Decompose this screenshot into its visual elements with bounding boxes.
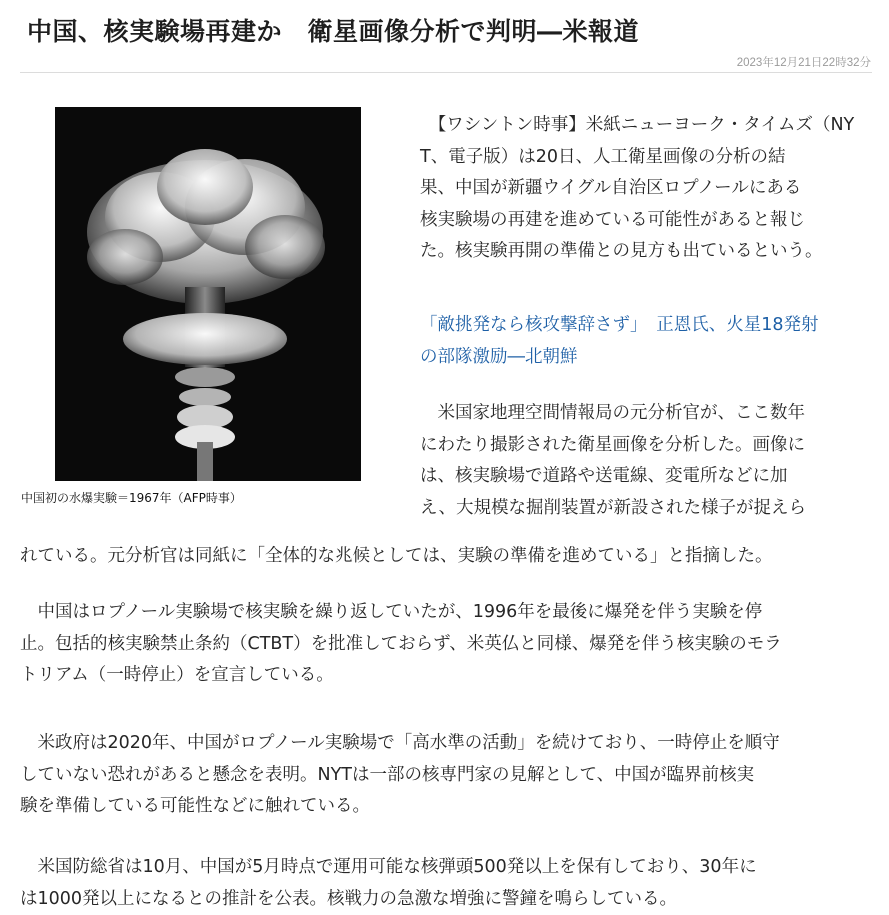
body-paragraph-4	[20, 728, 872, 823]
photo-caption: 中国初の水爆実験＝1967年（AFP時事）	[21, 489, 242, 506]
text-line: え、大規模な掘削装置が新設された様子が捉えら	[420, 493, 872, 525]
publish-date: 2023年12月21日22時32分	[737, 54, 871, 70]
related-article-link[interactable]	[420, 310, 872, 373]
text-line: T、電子版）は20日、人工衛星画像の分析の結	[420, 142, 872, 174]
body-paragraph-3	[20, 597, 872, 692]
lead-paragraph	[420, 110, 872, 268]
text-line: 験を準備している可能性などに触れている。	[20, 791, 872, 823]
text-line: 止。包括的核実験禁止条約（CTBT）を批准しておらず、米英仏と同様、爆発を伴う核実験のモラ	[20, 629, 872, 661]
text-line: 米国家地理空間情報局の元分析官が、ここ数年	[420, 398, 872, 430]
headline: 中国、核実験場再建か 衛星画像分析で判明―米報道	[27, 12, 877, 48]
link-line[interactable]: の部隊激励―北朝鮮	[420, 342, 872, 374]
text-line: 中国はロプノール実験場で核実験を繰り返していたが、1996年を最後に爆発を伴う実験を停	[20, 597, 872, 629]
mushroom-cloud-image	[55, 107, 361, 481]
text-line: 米政府は2020年、中国がロプノール実験場で「高水準の活動」を続けており、一時停止を順守	[20, 728, 872, 760]
body-paragraph-2	[420, 398, 872, 524]
text-line: にわたり撮影された衛星画像を分析した。画像に	[420, 430, 872, 462]
title-divider	[20, 72, 872, 73]
text-line: 米国防総省は10月、中国が5月時点で運用可能な核弾頭500発以上を保有しており、30年に	[20, 852, 872, 884]
text-line: 【ワシントン時事】米紙ニューヨーク・タイムズ（NY	[420, 110, 872, 142]
text-line: 核実験場の再建を進めている可能性があると報じ	[420, 205, 872, 237]
text-line: していない恐れがあると懸念を表明。NYTは一部の核専門家の見解として、中国が臨界前核実	[20, 760, 872, 792]
text-line: 果、中国が新疆ウイグル自治区ロプノールにある	[420, 173, 872, 205]
text-line: た。核実験再開の準備との見方も出ているという。	[420, 236, 872, 268]
link-line[interactable]: 「敵挑発なら核攻撃辞さず」 正恩氏、火星18発射	[420, 310, 872, 342]
text-line: は、核実験場で道路や送電線、変電所などに加	[420, 461, 872, 493]
text-line: は1000発以上になるとの推計を公表。核戦力の急激な増強に警鐘を鳴らしている。	[20, 884, 872, 915]
text-line: トリアム（一時停止）を宣言している。	[20, 660, 872, 692]
article-photo	[55, 107, 361, 481]
body-paragraph-5	[20, 852, 872, 915]
body-paragraph-2-continued: れている。元分析官は同紙に「全体的な兆候としては、実験の準備を進めている」と指摘した。	[20, 541, 872, 573]
